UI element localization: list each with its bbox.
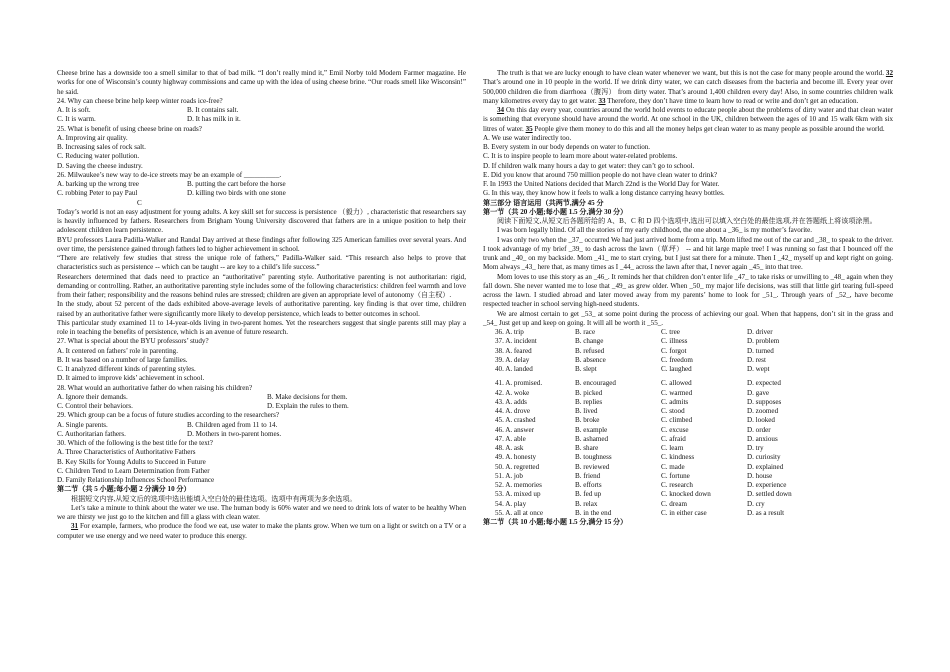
water-paragraph-1: Let’s take a minute to think about the water we use. The human body is 60% water and we need to drink lots of water to be healthy When we are thirsty we just go to the kitchen and fill a glass with clean water. (57, 503, 466, 521)
choice-option: B. in the end (575, 508, 612, 517)
option: C. It analyzed different kinds of parenting styles. (57, 365, 196, 373)
left-column (57, 69, 466, 541)
part-3-instructions: 阅读下面短文,从短文后各题所给的 A、B、C 和 D 四个选项中,选出可以填入空白处的最佳选项,并在答题纸上将该项涂黑。 (497, 217, 877, 225)
choice-option: C. in either case (661, 508, 707, 517)
choice-option: D. order (747, 425, 771, 434)
gap-option-g: G. In this way, they know how it feels to walk a long distance carrying heavy bottles. (483, 189, 725, 198)
choice-option: B. picked (575, 388, 603, 397)
option: A. Ignore their demands. (57, 392, 128, 401)
choice-row (495, 453, 893, 462)
choice-option: 40. A. landed (495, 365, 533, 373)
option: A. It centered on fathers’ role in parenting. (57, 346, 179, 355)
choice-option: C. tree (661, 328, 680, 336)
q29-options-row2 (57, 430, 466, 439)
option: D. Mothers in two-parent homes. (187, 429, 282, 438)
choice-option: D. as a result (747, 508, 785, 517)
story-paragraph-4: We are almost certain to get _53_ at some point during the process of achieving our goal. When that happens, don’t sit in the grass and _54_ Just get up and keep on going. It will all be worth it _55_. (483, 309, 893, 327)
choice-option: D. rest (747, 355, 766, 364)
option: A. It is soft. (57, 106, 91, 114)
part-3-section-1: 第一节（共 20 小题;每小题 1.5 分,满分 30 分） (483, 207, 628, 216)
choice-option: D. house (747, 471, 773, 480)
choice-option: D. turned (747, 346, 774, 355)
option: C. robbing Peter to pay Paul (57, 189, 138, 198)
choice-row (495, 337, 893, 346)
choice-option: D. problem (747, 337, 780, 346)
option: A. Single parents. (57, 420, 108, 429)
option: C. Children Tend to Learn Determination from Father (57, 466, 210, 475)
choice-option: B. replies (575, 397, 603, 406)
blank-33: 33 (598, 96, 606, 105)
choice-option: B. race (575, 328, 596, 336)
choice-option: 39. A. delay (495, 355, 530, 364)
choice-row (495, 356, 893, 365)
choice-option: 52. A. memories (495, 481, 542, 489)
choice-option: 46. A. answer (495, 425, 535, 434)
choice-row (495, 416, 893, 425)
blank-35: 35 (525, 124, 533, 133)
story-paragraph-3: Mom loves to use this story as an _46_. It reminds her that children don’t enter life _47_ to take risks or unwilling to _48_ again when they fall down. She never wanted me to lose that _49_ as grew older. When _50_ my major life decisions, was still that little girl tearing full-speed across the lawn. I studied abroad and later moved away from my parents’ home to look for _51_. Through years of _52_, have become respected teacher in school serving high-need students. (483, 272, 893, 309)
choice-option: 44. A. drove (495, 407, 531, 415)
option: B. putting the cart before the horse (187, 180, 286, 188)
question-25: 25. What is benefit of using cheese brine on roads? (57, 124, 202, 133)
water-paragraph-4 (483, 106, 893, 134)
choice-option: B. fed up (575, 490, 602, 499)
question-24: 24. Why can cheese brine help keep winter roads ice-free? (57, 96, 223, 105)
choice-option: C. admits (661, 397, 689, 406)
q28-options-row1 (57, 393, 466, 402)
choice-row (495, 389, 893, 398)
choice-option: B. broke (575, 416, 600, 425)
gap-option-a: A. We use water indirectly too. (483, 133, 572, 142)
gap-option-c: C. It is to inspire people to learn more about water-related problems. (483, 152, 678, 161)
option: B. It was based on a number of large families. (57, 355, 188, 364)
choice-row (495, 444, 893, 453)
choice-option: 49. A. honesty (495, 453, 536, 462)
choice-option: B. toughness (575, 453, 612, 462)
passage-c-p2: BYU professors Laura Padilla-Walker and Randal Day arrived at these findings after following 325 American families over several years. And over time, the persistence gained through fathers led to higher achievement in school. (57, 235, 466, 253)
choice-row (495, 472, 893, 481)
choice-row (495, 463, 893, 472)
choice-option: D. try (747, 444, 764, 452)
story-paragraph-2: I was only two when the _37_ occurred We had just arrived home from a trip. Mom lifted me out of the car and _38_ to speak to the driver. I took advantage of my brief _39_ to dash across the lawn（草坪） -- and hit large maple tree! I was running so fast that I bounced off the trunk and _40_ on my backside. Mom _41_ me to start crying, but I just sat there for a minute. Then I _42_ myself up and kept right on going. Mom always _43_ here that, as many times as I _44_ across the lawn after that, I never again _45_ into that tree. (483, 235, 893, 272)
choice-option: C. laughed (661, 365, 692, 373)
q24-options-row1 (57, 106, 466, 115)
choice-option: 53. A. mixed up (495, 490, 541, 499)
choice-option: D. wept (747, 365, 770, 373)
choice-row (495, 407, 893, 416)
choice-row (495, 509, 893, 518)
choice-option: C. climbed (661, 416, 693, 425)
q26-options-row2 (57, 189, 466, 198)
choice-option: D. cry (747, 499, 765, 508)
choice-option: B. lived (575, 407, 598, 415)
choice-option: 41. A. promised. (495, 379, 543, 388)
question-29: 29. Which group can be a focus of future studies according to the researchers? (57, 411, 280, 420)
question-27: 27. What is special about the BYU professors’ study? (57, 337, 209, 346)
choice-option: C. research (661, 481, 693, 489)
choice-option: C. dream (661, 499, 688, 508)
option: D. killing two birds with one stone (187, 189, 286, 198)
choice-row (495, 328, 893, 337)
answer-mark: C (137, 198, 142, 207)
option: D. It aimed to improve kids’ achievement in school. (57, 374, 205, 383)
choice-option: 36. A. trip (495, 328, 524, 336)
choice-row (495, 490, 893, 499)
choice-option: 47. A. able (495, 434, 526, 443)
part-3-title: 第三部分 语言运用（共两节,满分 45 分 (483, 198, 604, 207)
option: D. Family Relationship Influences School Performance (57, 476, 215, 484)
gap-option-b: B. Every system in our body depends on water to function. (483, 143, 651, 151)
choice-option: 42. A. woke (495, 388, 530, 397)
choice-row (495, 347, 893, 356)
part-3-section-2: 第二节（共 10 小题;每小题 1.5 分,满分 15 分） (483, 518, 628, 526)
gap-option-f: F. In 1993 the United Nations decided that March 22nd is the World Day for Water. (483, 180, 720, 188)
choice-option: C. freedom (661, 355, 693, 364)
option: B. Children aged from 11 to 14. (187, 420, 278, 429)
question-26: 26. Milwaukee’s new way to de-ice streets may be an example of __________. (57, 170, 282, 179)
choice-option: 37. A. incident (495, 337, 537, 346)
text: Therefore, they don’t have time to learn how to read or write and don’t get an education. (605, 96, 859, 105)
text: People give them money to do this and all the money helps get clean water to as many people as possible around the world. (532, 124, 885, 133)
choice-option: C. knocked down (661, 490, 711, 499)
choice-option: B. friend (575, 471, 601, 480)
choice-option: B. reviewed (575, 462, 610, 471)
option: B. It contains salt. (187, 106, 239, 114)
option: B. Make decisions for them. (267, 392, 348, 401)
choice-option: C. afraid (661, 434, 686, 443)
option: B. Increasing sales of rock salt. (57, 143, 146, 151)
choice-option: B. slept (575, 365, 597, 373)
choice-option: C. excuse (661, 425, 689, 434)
option: C. Control their behaviors. (57, 402, 133, 410)
q26-options-row1 (57, 180, 466, 189)
choice-option: B. relax (575, 499, 598, 508)
choice-option: B. efforts (575, 481, 602, 489)
choice-option: D. zoomed (747, 407, 779, 415)
gap-option-d: D. If children walk many hours a day to get water: they can’t go to school. (483, 161, 695, 170)
choice-option: D. experience (747, 481, 787, 489)
cheese-paragraph: Cheese brine has a downside too a smell similar to that of bad milk. “I don’t really mind it,” Emil Norby told Modern Farmer magazine. He works for one of Wisconsin’s county highway commissions and came up with the idea of using cheese brine. “Our roads smell like Wisconsin!” he said. (57, 69, 466, 96)
choice-option: D. anxious (747, 434, 778, 443)
cloze-choices (483, 328, 893, 518)
choice-option: 48. A. ask (495, 444, 524, 452)
choice-option: B. absence (575, 355, 606, 364)
text: That’s around one in 10 people in the world. If we drink dirty water, we can catch diseases from the bacteria and become ill. Every year over 500,000 children die from diarrhoea（腹泻） from dirty water. That’s around 1,400 children every day! Also, in some countries children walk many kilometres every day to get water. (483, 78, 893, 105)
choice-row (495, 435, 893, 444)
choice-option: D. expected (747, 379, 781, 388)
section-2-instructions: 根据短文内容,从短文后的选项中选出能填入空白处的最佳选项。选项中有两项为多余选项。 (71, 494, 357, 503)
blank-34: 34 (497, 106, 505, 114)
q24-options-row2 (57, 115, 466, 124)
option: A. Three Characteristics of Authoritative Fathers (57, 448, 196, 457)
text: On this day every year, countries around the world hold events to educate people about the problems of dirty water and that clean water is something that everyone should have around the world. At one school in the UK, children between the ages of 10 and 15 walk 6km with six litres of water. (483, 106, 893, 133)
choice-row (495, 379, 893, 388)
question-30: 30. Which of the following is the best title for the text? (57, 439, 213, 447)
story-paragraph-1: I was born legally blind. Of all the stories of my early childhood, the one about a _36_ is my mother’s favorite. (497, 226, 813, 235)
choice-row (495, 500, 893, 509)
option: D. It has milk in it. (187, 115, 241, 124)
choice-option: B. share (575, 444, 599, 452)
right-column (483, 69, 893, 527)
section-2-title: 第二节（共 5 小题;每小题 2 分满分 10 分） (57, 485, 191, 494)
choice-option: D. settled down (747, 490, 792, 499)
choice-option: B. ashamed (575, 434, 609, 443)
choice-row (495, 398, 893, 407)
gap-option-e: E. Did you know that around 750 million people do not have clean water to drink? (483, 170, 718, 179)
choice-option: B. change (575, 337, 604, 346)
choice-option: B. encouraged (575, 379, 616, 388)
q28-options-row2 (57, 402, 466, 411)
choice-option: C. allowed (661, 379, 692, 388)
water-paragraph-2-text: For example, farmers, who produce the food we eat, use water to make the plants grow. When we turn on a light or switch on a TV or a computer we use energy and we need water to produce this energy. (57, 522, 466, 540)
choice-option: 51. A. job (495, 471, 523, 480)
passage-c-p5: In the study, about 52 percent of the dads exhibited above-average levels of authoritative parenting. key finding is that over time, children raised by an authoritative father were significantly more likely to develop persistence, which leads to better outcomes in school. (57, 300, 466, 318)
option: A. Improving air quality. (57, 133, 128, 142)
passage-c-p6: This particular study examined 11 to 14-year-olds living in two-parent homes. Yet the researchers suggest that single parents still may play a role in teaching the benefits of persistence, which is an avenue of future research. (57, 318, 466, 336)
text: The truth is that we are lucky enough to have clean water whenever we want, but this is not the case for many people around the world. (497, 69, 886, 77)
choice-option: 50. A. regretted (495, 462, 540, 471)
passage-c-p1: Today’s world is not an easy adjustment for young adults. A key skill set for success is persistence （毅力）, characteristic that researchers say is heavily influenced by fathers. Researchers from Brigham Young University discovered that fathers are in a unique position to help their adolescent children learn persistence. (57, 207, 466, 235)
choice-option: C. learn (661, 444, 684, 452)
choice-option: 38. A. feared (495, 346, 532, 355)
choice-option: 45. A. crashed (495, 416, 536, 425)
choice-option: 55. A. all at once (495, 508, 544, 517)
choice-option: D. looked (747, 416, 775, 425)
choice-option: C. stood (661, 407, 685, 415)
option: B. Key Skills for Young Adults to Succeed in Future (57, 457, 206, 466)
choice-option: C. warmed (661, 388, 693, 397)
choice-option: C. illness (661, 337, 688, 346)
passage-c-p3: “There are relatively few studies that stress the unique role of fathers,” Padilla-Walker said. “This research also helps to prove that characteristics such as persistence -- which can be taught -- are key to a child’s life success.” (57, 254, 466, 272)
water-paragraph-3 (483, 69, 893, 106)
choice-option: D. driver (747, 328, 773, 336)
option: C. It is warm. (57, 115, 96, 124)
option: D. Saving the cheese industry. (57, 161, 143, 170)
option: A. barking up the wrong tree (57, 180, 139, 188)
option: C. Authoritarian fathers. (57, 429, 126, 438)
choice-option: D. supposes (747, 397, 782, 406)
choice-option: D. explained (747, 462, 784, 471)
choice-option: C. made (661, 462, 685, 471)
choice-option: D. curiosity (747, 453, 781, 462)
choice-option: 43. A. adds (495, 397, 527, 406)
choice-option: C. fortune (661, 471, 690, 480)
choice-row (495, 365, 893, 374)
q29-options-row1 (57, 421, 466, 430)
blank-31: 31 (71, 522, 79, 531)
choice-option: C. forgot (661, 346, 687, 355)
choice-row (495, 481, 893, 490)
option: D. Explain the rules to them. (267, 402, 349, 410)
choice-option: 54. A. play (495, 499, 527, 508)
option: C. Reducing water pollution. (57, 152, 140, 161)
choice-option: C. kindness (661, 453, 695, 462)
choice-option: D. gave (747, 388, 770, 397)
choice-row (495, 426, 893, 435)
passage-c-p4: Researchers determined that dads need to practice an “authoritative” parenting style. Authoritative parenting is not authoritarian: rigid, demanding or controlling. Rather, an authoritative parenting style includes some of the following characteristics: children feel warmth and love from their father; responsibility and the reasons behind rules are stressed; children are given an appropriate level of autonomy（自主权）. (57, 272, 466, 299)
choice-option: B. example (575, 425, 608, 434)
question-28: 28. What would an authoritative father do when raising his children? (57, 383, 253, 392)
water-paragraph-2 (57, 522, 466, 541)
blank-32: 32 (885, 69, 893, 77)
choice-option: B. refused (575, 346, 605, 355)
